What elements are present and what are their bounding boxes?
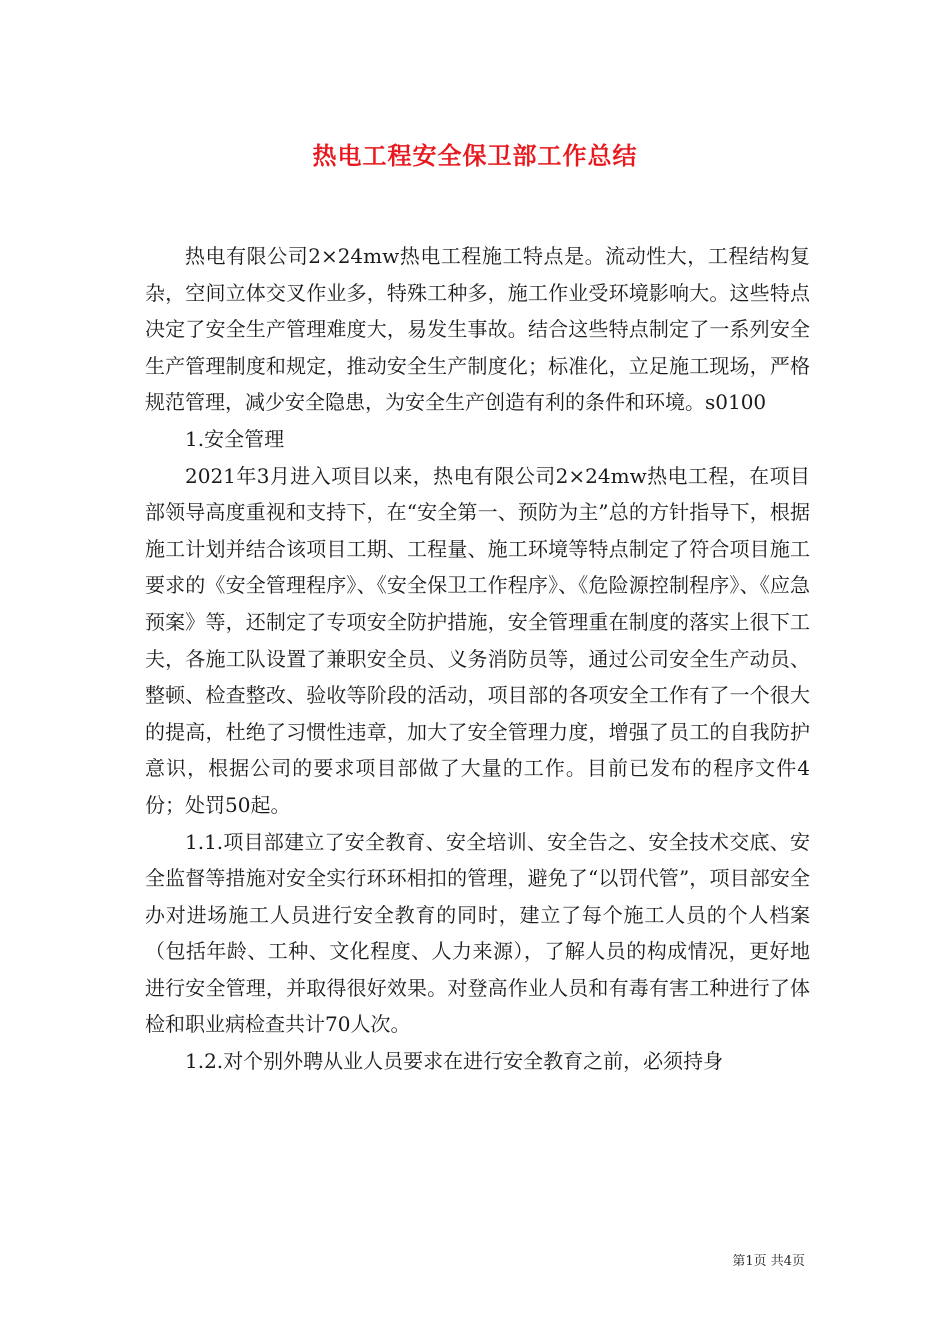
paragraph-1-2: 1.2.对个别外聘从业人员要求在进行安全教育之前，必须持身	[185, 1049, 724, 1074]
section-heading: 1.安全管理	[185, 426, 285, 451]
paragraph-safety-management: 2021年3月进入项目以来，热电有限公司2×24mw热电工程，在项目部领导高度重视和支持下，在“安全第一、预防为主”总的方针指导下，根据施工计划并结合该项目工期、工程量、施工环境等特点制定了符合项目施工要求的《安全管理程序》、《安全保卫工作程序》、《危险源控制程序》、《应急预案》等，还制定了专项安全防护措施，安全管理重在制度的落实上很下工夫，各施工队设置了兼职安全员、义务消防员等，通过公司安全生产动员、整顿、检查整改、验收等阶段的活动，项目部的各项安全工作有了一个很大的提高，杜绝了习惯性违章，加大了安全管理力度，增强了员工的自我防护意识，根据公司的要求项目部做了大量的工作。目前已发布的程序文件4份；处罚50起。	[145, 463, 810, 817]
paragraph-1-1: 1.1.项目部建立了安全教育、安全培训、安全告之、安全技术交底、安全监督等措施对安全实行环环相扣的管理，避免了“以罚代管”，项目部安全办对进场施工人员进行安全教育的同时，建立了每个施工人员的个人档案（包括年龄、工种、文化程度、人力来源），了解人员的构成情况，更好地进行安全管理，并取得很好效果。对登高作业人员和有毒有害工种进行了体检和职业病检查共计70人次。	[145, 829, 810, 1037]
document-body	[145, 238, 810, 1080]
page-number-footer: 第1页 共4页	[732, 1254, 805, 1269]
page-title: 热电工程安全保卫部工作总结	[312, 141, 638, 170]
paragraph-intro: 热电有限公司2×24mw热电工程施工特点是。流动性大，工程结构复杂，空间立体交叉作业多，特殊工种多，施工作业受环境影响大。这些特点决定了安全生产管理难度大，易发生事故。结合这些特点制定了一系列安全生产管理制度和规定，推动安全生产制度化；标准化，立足施工现场，严格规范管理，减少安全隐患，为安全生产创造有利的条件和环境。s0100	[145, 244, 810, 415]
